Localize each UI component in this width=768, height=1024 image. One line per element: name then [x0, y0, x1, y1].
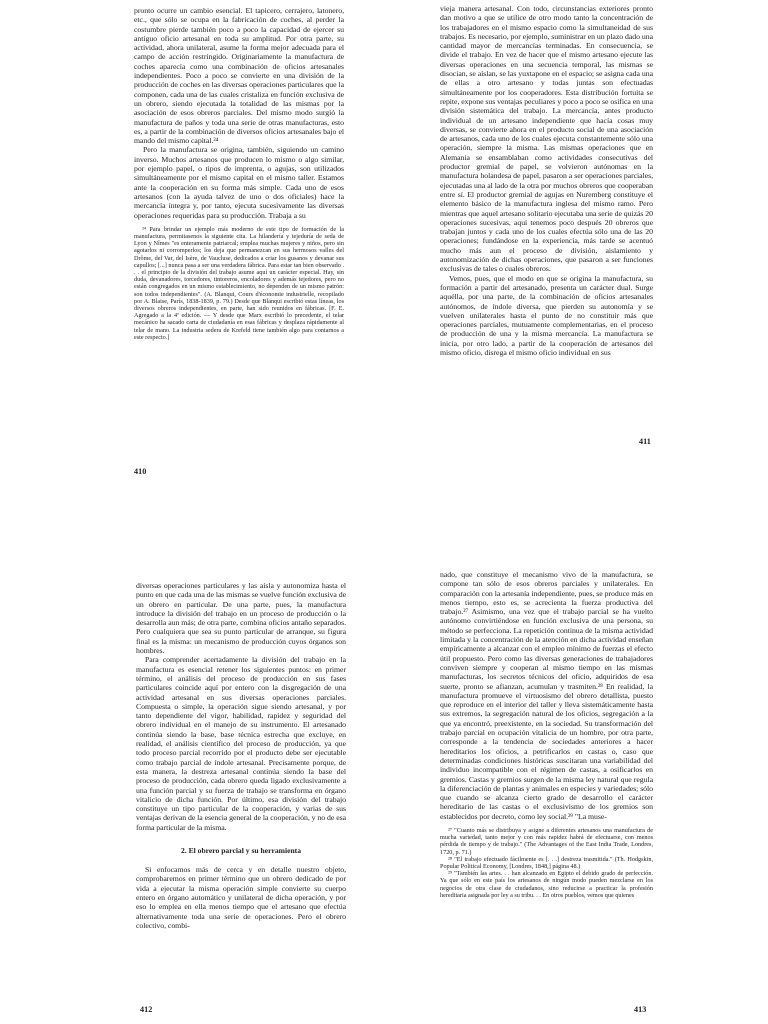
body-paragraph: pronto ocurre un cambio esencial. El tapicero, cerrajero, latonero, etc., que sólo se ocupa en la fabricación de coches, al perder la costumbre pierde también poco a poco la capacidad de ejercer su antiguo oficio artesanal en toda su amplitud. Por otra parte, su actividad, ahora unilateral, asume la forma mejor adecuada para el campo de acción restringido. Originariamente la manufactura de coches aparecía como una combinación de oficios artesanales independientes. Poco a poco se convierte en una división de la producción de coches en las diversas operaciones particulares que la componen, cada una de las cuales cristaliza en función exclusiva de un obrero, siendo ejecutada la totalidad de las mismas por la asociación de esos obreros parciales. Del mismo modo surgió la manufactura de paños y toda una serie de otras manufacturas, esto es, a partir de la combinación de diversos oficios artesanales bajo el mando del mismo capital.²⁴: [134, 6, 344, 146]
page-number: 411: [639, 437, 651, 446]
body-paragraph: Pero la manufactura se origina, también, siguiendo un camino inverso. Muchos artesanos que producen lo mismo o algo similar, por ejemplo papel, o tipos de imprenta, o agujas, son utilizados simultáneamente por el mismo capital en el mismo taller. Estamos ante la cooperación en su forma más simple. Cada uno de esos artesanos (con la ayuda talvez de uno o dos oficiales) hace la mercancía íntegra y, por tanto, ejecuta sucesivamente las diversas operaciones requeridas para su producción. Trabaja a su: [134, 145, 344, 220]
footnote-29: ²⁹ "También las artes. . . han alcanzado en Egipto el debido grado de perfección. Ya que sólo en este país los artesanos de ningún modo pueden mezclarse en los negocios de otra clase de ciudadanos, sino reducirse a practicar la profesión hereditaria asignada por ley a su tribu. . . En otros pueblos, vemos que quienes: [440, 870, 653, 899]
page-411: [384, 0, 768, 512]
page-411-column: [440, 4, 653, 464]
page-413: [384, 512, 768, 1024]
page-number: 410: [134, 467, 147, 476]
footnote-27: ²⁷ "Cuanto más se distribuya y asigne a diferentes artesanos una manufactura de mucha variedad, tanto mejor y con más rapidez habrá de efectuarse, con menos pérdida de tiempo y de trabajo." (The Advantages of the East India Trade, Londres, 1720, p. 71.): [440, 827, 653, 856]
footnote-28: ²⁸ "El trabajo efectuado fácilmente es [. . .] destreza trasmitida." (Th. Hodgskin, Popular Political Economy, [Londres, 1848,] página 48.): [440, 855, 653, 871]
footnote-block: [134, 226, 344, 341]
body-paragraph: Para comprender acertadamente la división del trabajo en la manufactura es esencial retener los siguientes puntos: en primer término, el análisis del proceso de producción en sus fases particulares coincide aquí por entero con la disgregación de una actividad artesanal en sus diversas operaciones parciales. Compuesta o simple, la operación sigue siendo artesanal, y por tanto dependiente del vigor, habilidad, rapidez y seguridad del obrero individual en el manejo de su instrumento. El artesanado continúa siendo la base, base técnica estrecha que excluye, en realidad, el análisis científico del proceso de producción, ya que todo proceso parcial recorrido por el producto debe ser ejecutable como trabajo parcial de índole artesanal. Precisamente porque, de esta manera, la destreza artesanal continúa siendo la base del proceso de producción, cada obrero queda ligado exclusivamente a una función parcial y su fuerza de trabajo se transforma en órgano vitalicio de dicha función. Por último, esa división del trabajo constituye un tipo particular de la cooperación, y varias de sus ventajas derivan de la esencia general de la cooperación, y no de esa forma particular de la misma.: [136, 655, 346, 832]
body-paragraph: Vemos, pues, que el modo en que se origina la manufactura, su formación a partir del artesanado, presenta un carácter dual. Surge aquélla, por una parte, de la combinación de oficios artesanales autónomos, de índole diversa, que pierden su autonomía y se vuelven unilaterales hasta el punto de no constituir más que operaciones parciales, mutuamente complementarias, en el proceso de producción de una y la misma mercancía. La manufactura se inicia, por otro lado, a partir de la cooperación de artesanos del mismo oficio, disrega el mismo oficio individual en sus: [440, 273, 653, 357]
page-410-column: [134, 6, 344, 446]
section-heading: 2. El obrero parcial y su herramienta: [180, 846, 302, 856]
page-number: 413: [634, 1005, 647, 1014]
page-410: [0, 0, 384, 512]
page-413-column: [440, 570, 653, 1000]
page-number: 412: [140, 1005, 153, 1014]
page-412: [0, 512, 384, 1024]
footnote-block: [440, 827, 653, 899]
body-paragraph: nado, que constituye el mecanismo vivo de la manufactura, se compone tan sólo de esos obreros parciales y unilaterales. En comparación con la artesanía independiente, pues, se produce más en menos tiempo, esto es, se acrecienta la fuerza productiva del trabajo.²⁷ Asimismo, una vez que el trabajo parcial se ha vuelto autónomo convirtiéndose en función exclusiva de una persona, su método se perfecciona. La repetición continua de la misma actividad limitada y la concentración de la atención en dicha actividad enseñan empíricamente a alcanzar con el empleo mínimo de fuerzas el efecto útil propuesto. Pero como las diversas generaciones de trabajadores conviven siempre y cooperan al mismo tiempo en las mismas manufacturas, los secretos técnicos del oficio, adquiridos de esa suerte, pronto se afianzan, acumulan y trasmiten.²⁸ En realidad, la manufactura promueve el virtuosismo del obrero detallista, puesto que reproduce en el interior del taller y lleva sistemáticamente hasta sus extremos, la segregación natural de los oficios, segregación a la que ya encontró, preexistente, en la sociedad. Su transformación del trabajo parcial en ocupación vitalicia de un hombre, por otra parte, corresponde a la tendencia de sociedades anteriores a hacer hereditarios los oficios, a petrificarlos en castas o, caso que determinadas condiciones históricas suscitaran una variabilidad del individuo incompatible con el régimen de castas, a osificarlos en gremios. Castas y gremios surgen de la misma ley natural que regula la diferenciación de plantas y animales en especies y variedades; sólo que cuando se alcanza cierto grado de desarrollo el carácter hereditario de las castas o el exclusivismo de los gremios son establecidos por decreto, como ley social.²⁹ "La muse-: [440, 570, 653, 821]
body-paragraph: Si enfocamos más de cerca y en detalle nuestro objeto, comprobaremos en primer término que un obrero dedicado de por vida a ejecutar la misma operación simple convierte su cuerpo entero en órgano automático y unilateral de dicha operación, y por eso lo emplea en ella menos tiempo que el artesano que efectúa alternativamente toda una serie de operaciones. Pero el obrero colectivo, combi-: [136, 865, 346, 930]
body-paragraph: diversas operaciones particulares y las aísla y autonomiza hasta el punto en que cada una de las mismas se vuelve función exclusiva de un obrero en particular. De una parte, pues, la manufactura introduce la división del trabajo en un proceso de producción o la desarrolla aun más; de otra parte, combina oficios antaño separados. Pero cualquiera que sea su punto particular de arranque, su figura final es la misma: un mecanismo de producción cuyos órganos son hombres.: [136, 581, 346, 656]
footnote-24: ²⁴ Para brindar un ejemplo más moderno de este tipo de formación de la manufactura, permitasenos la siguiente cita. La hilandería y tejeduría de seda de Lyon y Nîmes "es enteramente patriarcal; emplea muchas mujeres y niños, pero sin agotarlos ni corromperlos; los deja que permanezcan en sus hermosos valles del Drôme, del Var, del Isère, de Vaucluse, dedicados a criar los gusanos y devanar sus capullos; [...] nunca pasa a ser una verdadera fábrica. Para estar tan bien observado . . . el principio de la división del trabajo asume aquí un carácter especial. Hay, sin duda, devanadores, torcedores, tintoreros, encoladores y además tejedores, pero no están congregados en un mismo establecimiento, no dependen de un mismo patrón: son todos independientes". (A. Blanqui, Cours d'économie industrielle, recopilado por A. Blaise, París, 1838-1839, p. 79.) Desde que Blanqui escribió estas líneas, los diversos obreros independientes, en parte, han sido reunidos en fábricas. [F. E. Agregado a la 4ª edición. — Y desde que Marx escribió lo precedente, el telar mecánico ha sacado carta de ciudadanía en esas fábricas y desplaza rápidamente al telar de mano. La industria sedera de Krefeld tiene también algo para contarnos a este respecto.]: [134, 225, 344, 341]
body-paragraph: vieja manera artesanal. Con todo, circunstancias exteriores pronto dan motivo a que se utilice de otro modo tanto la concentración de los trabajadores en el mismo espacio como la simultaneidad de sus trabajos. Es necesario, por ejemplo, suministrar en un plazo dado una cantidad mayor de mercancías terminadas. En consecuencia, se divide el trabajo. En vez de hacer que el mismo artesano ejecute las diversas operaciones en una secuencia temporal, las mismas se disocian, se aíslan, se las yuxtapone en el espacio; se asigna cada una de ellas a otro artesano y todas juntas son efectuadas simultáneamente por los cooperadores. Esta distribución fortuita se repite, expone sus ventajas peculiares y poco a poco se osifica en una división sistemática del trabajo. La mercancía, antes producto individual de un artesano independiente que hacía cosas muy diversas, se convierte ahora en el producto social de una asociación de artesanos, cada uno de los cuales ejecuta constantemente sólo una operación, siempre la misma. Las mismas operaciones que en Alemania se ensamblaban como actividades consecutivas del productor gremial de papel, se volvieron autónomas en la manufactura holandesa de papel, pasaron a ser operaciones parciales, ejecutadas una al lado de la otra por muchos obreros que cooperaban entre sí. El productor gremial de agujas en Nuremberg constituye el elemento básico de la manufactura inglesa del mismo ramo. Pero mientras que aquel artesano solitario ejecutaba una serie de quizás 20 operaciones sucesivas, aquí tenemos poco después 20 obreros que trabajan juntos y cada uno de los cuales efectúa sólo una de las 20 operaciones; fundándose en la experiencia, más tarde se acentuó mucho más aun el proceso de división, aislamiento y autonomización de dichas operaciones, que pasaron a ser funciones exclusivas de tales o cuales obreros.: [440, 4, 653, 274]
page-412-column: [136, 581, 346, 1014]
